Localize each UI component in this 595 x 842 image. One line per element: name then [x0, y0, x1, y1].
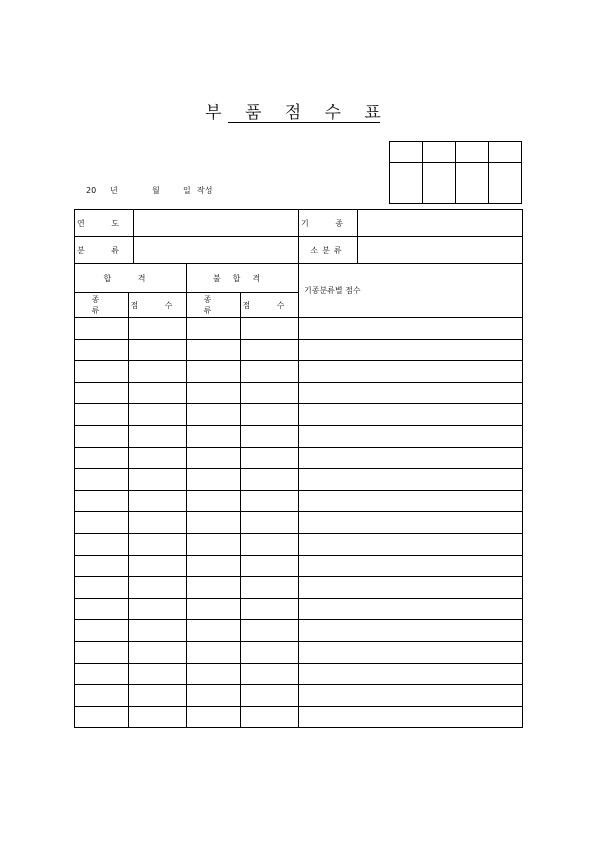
fail-header: 불합격 — [187, 264, 299, 293]
table-row — [75, 425, 523, 447]
table-row — [75, 598, 523, 620]
fail-score-cell[interactable] — [241, 490, 299, 512]
fail-type-cell[interactable] — [187, 685, 241, 707]
fail-type-cell[interactable] — [187, 469, 241, 491]
month-label: 월 — [152, 186, 160, 195]
table-row — [75, 555, 523, 577]
pass-type-cell[interactable] — [75, 490, 129, 512]
fail-type-cell[interactable] — [187, 598, 241, 620]
fail-type-cell[interactable] — [187, 555, 241, 577]
table-row — [75, 512, 523, 534]
table-row — [75, 706, 523, 728]
year-prefix: 20 — [86, 186, 97, 195]
fail-score-cell[interactable] — [241, 685, 299, 707]
pass-score-cell[interactable] — [129, 425, 187, 447]
model-field[interactable] — [358, 210, 523, 237]
fail-score-cell[interactable] — [241, 641, 299, 663]
fail-score-cell[interactable] — [241, 339, 299, 361]
stamp-header-cell[interactable] — [456, 142, 489, 163]
model-score-cell[interactable] — [299, 663, 523, 685]
fail-type-cell[interactable] — [187, 382, 241, 404]
pass-type-cell[interactable] — [75, 706, 129, 728]
pass-type-cell[interactable] — [75, 685, 129, 707]
pass-score-cell[interactable] — [129, 555, 187, 577]
pass-score-header: 점 수 — [129, 293, 187, 318]
fail-score-cell[interactable] — [241, 425, 299, 447]
pass-score-cell[interactable] — [129, 533, 187, 555]
pass-score-cell[interactable] — [129, 577, 187, 599]
pass-score-cell[interactable] — [129, 469, 187, 491]
pass-type-cell[interactable] — [75, 318, 129, 340]
table-row — [75, 382, 523, 404]
pass-type-cell[interactable] — [75, 598, 129, 620]
model-score-cell[interactable] — [299, 577, 523, 599]
year-field-label: 연 도 — [75, 210, 134, 237]
model-score-cell[interactable] — [299, 339, 523, 361]
fail-type-cell[interactable] — [187, 533, 241, 555]
table-row — [75, 361, 523, 383]
fail-type-cell[interactable] — [187, 641, 241, 663]
fail-score-cell[interactable] — [241, 555, 299, 577]
fail-score-cell[interactable] — [241, 620, 299, 642]
model-score-cell[interactable] — [299, 533, 523, 555]
fail-score-cell[interactable] — [241, 577, 299, 599]
parts-score-table — [74, 263, 523, 728]
model-score-cell[interactable] — [299, 490, 523, 512]
model-score-cell[interactable] — [299, 447, 523, 469]
pass-score-cell[interactable] — [129, 598, 187, 620]
fail-score-cell[interactable] — [241, 512, 299, 534]
model-score-cell[interactable] — [299, 404, 523, 426]
pass-score-cell[interactable] — [129, 490, 187, 512]
pass-type-cell[interactable] — [75, 663, 129, 685]
fail-type-cell[interactable] — [187, 361, 241, 383]
pass-type-cell[interactable] — [75, 577, 129, 599]
table-row — [75, 685, 523, 707]
pass-type-cell[interactable] — [75, 641, 129, 663]
document-title: 부 품 점 수 표 — [205, 103, 390, 123]
fail-type-cell[interactable] — [187, 318, 241, 340]
category-field-label: 분 류 — [75, 237, 134, 264]
pass-score-cell[interactable] — [129, 685, 187, 707]
stamp-header-cell[interactable] — [390, 142, 423, 163]
pass-score-cell[interactable] — [129, 512, 187, 534]
fail-type-cell[interactable] — [187, 663, 241, 685]
date-line — [86, 185, 212, 196]
table-row — [75, 318, 523, 340]
table-row — [75, 577, 523, 599]
approval-stamp-box — [389, 141, 522, 204]
fail-score-cell[interactable] — [241, 533, 299, 555]
model-score-cell[interactable] — [299, 598, 523, 620]
pass-type-cell[interactable] — [75, 620, 129, 642]
pass-type-cell[interactable] — [75, 382, 129, 404]
fail-type-cell[interactable] — [187, 404, 241, 426]
fail-score-cell[interactable] — [241, 318, 299, 340]
table-row — [75, 447, 523, 469]
pass-header: 합 격 — [75, 264, 187, 293]
fail-type-cell[interactable] — [187, 490, 241, 512]
model-score-cell[interactable] — [299, 425, 523, 447]
pass-score-cell[interactable] — [129, 382, 187, 404]
pass-type-header: 종 류 — [75, 293, 129, 318]
fail-type-cell[interactable] — [187, 706, 241, 728]
model-field-label: 기 종 — [299, 210, 358, 237]
pass-type-cell[interactable] — [75, 425, 129, 447]
fail-type-cell[interactable] — [187, 447, 241, 469]
subcategory-field[interactable] — [358, 237, 523, 264]
table-row — [75, 663, 523, 685]
stamp-sign-cell[interactable] — [423, 163, 456, 204]
fail-score-cell[interactable] — [241, 598, 299, 620]
pass-type-cell[interactable] — [75, 404, 129, 426]
pass-type-cell[interactable] — [75, 533, 129, 555]
pass-score-cell[interactable] — [129, 663, 187, 685]
pass-type-cell[interactable] — [75, 339, 129, 361]
pass-score-cell[interactable] — [129, 641, 187, 663]
subcategory-field-label: 소분류 — [299, 237, 358, 264]
title-underline — [228, 122, 380, 123]
model-score-cell[interactable] — [299, 512, 523, 534]
table-row — [75, 339, 523, 361]
fail-score-cell[interactable] — [241, 706, 299, 728]
stamp-sign-cell[interactable] — [390, 163, 423, 204]
pass-score-cell[interactable] — [129, 706, 187, 728]
model-category-score-header: 기종분류별 점수 — [299, 264, 523, 318]
model-score-cell[interactable] — [299, 469, 523, 491]
pass-score-cell[interactable] — [129, 339, 187, 361]
table-row — [75, 490, 523, 512]
table-row — [75, 533, 523, 555]
fail-score-cell[interactable] — [241, 382, 299, 404]
written-label: 작성 — [197, 186, 213, 195]
model-score-cell[interactable] — [299, 318, 523, 340]
model-score-cell[interactable] — [299, 361, 523, 383]
fail-score-cell[interactable] — [241, 361, 299, 383]
fail-type-cell[interactable] — [187, 620, 241, 642]
pass-type-cell[interactable] — [75, 447, 129, 469]
day-label: 일 — [183, 186, 191, 195]
stamp-header-cell[interactable] — [423, 142, 456, 163]
fail-type-cell[interactable] — [187, 425, 241, 447]
year-field[interactable] — [134, 210, 299, 237]
category-field[interactable] — [134, 237, 299, 264]
pass-type-cell[interactable] — [75, 512, 129, 534]
pass-type-cell[interactable] — [75, 555, 129, 577]
model-score-cell[interactable] — [299, 620, 523, 642]
pass-score-cell[interactable] — [129, 404, 187, 426]
stamp-sign-cell[interactable] — [456, 163, 489, 204]
fail-score-cell[interactable] — [241, 447, 299, 469]
table-row — [75, 404, 523, 426]
stamp-header-cell[interactable] — [489, 142, 522, 163]
pass-type-cell[interactable] — [75, 469, 129, 491]
fail-type-cell[interactable] — [187, 577, 241, 599]
stamp-sign-cell[interactable] — [489, 163, 522, 204]
year-label: 년 — [110, 186, 118, 195]
pass-score-cell[interactable] — [129, 361, 187, 383]
model-score-cell[interactable] — [299, 555, 523, 577]
pass-score-cell[interactable] — [129, 620, 187, 642]
model-score-cell[interactable] — [299, 685, 523, 707]
fail-score-cell[interactable] — [241, 663, 299, 685]
fail-score-header: 점 수 — [241, 293, 299, 318]
fail-type-cell[interactable] — [187, 339, 241, 361]
pass-score-cell[interactable] — [129, 318, 187, 340]
table-row — [75, 641, 523, 663]
fail-score-cell[interactable] — [241, 469, 299, 491]
fail-score-cell[interactable] — [241, 404, 299, 426]
pass-type-cell[interactable] — [75, 361, 129, 383]
info-table — [74, 209, 523, 264]
table-row — [75, 469, 523, 491]
model-score-cell[interactable] — [299, 641, 523, 663]
fail-type-cell[interactable] — [187, 512, 241, 534]
fail-type-header: 종 류 — [187, 293, 241, 318]
model-score-cell[interactable] — [299, 706, 523, 728]
pass-score-cell[interactable] — [129, 447, 187, 469]
model-score-cell[interactable] — [299, 382, 523, 404]
table-row — [75, 620, 523, 642]
